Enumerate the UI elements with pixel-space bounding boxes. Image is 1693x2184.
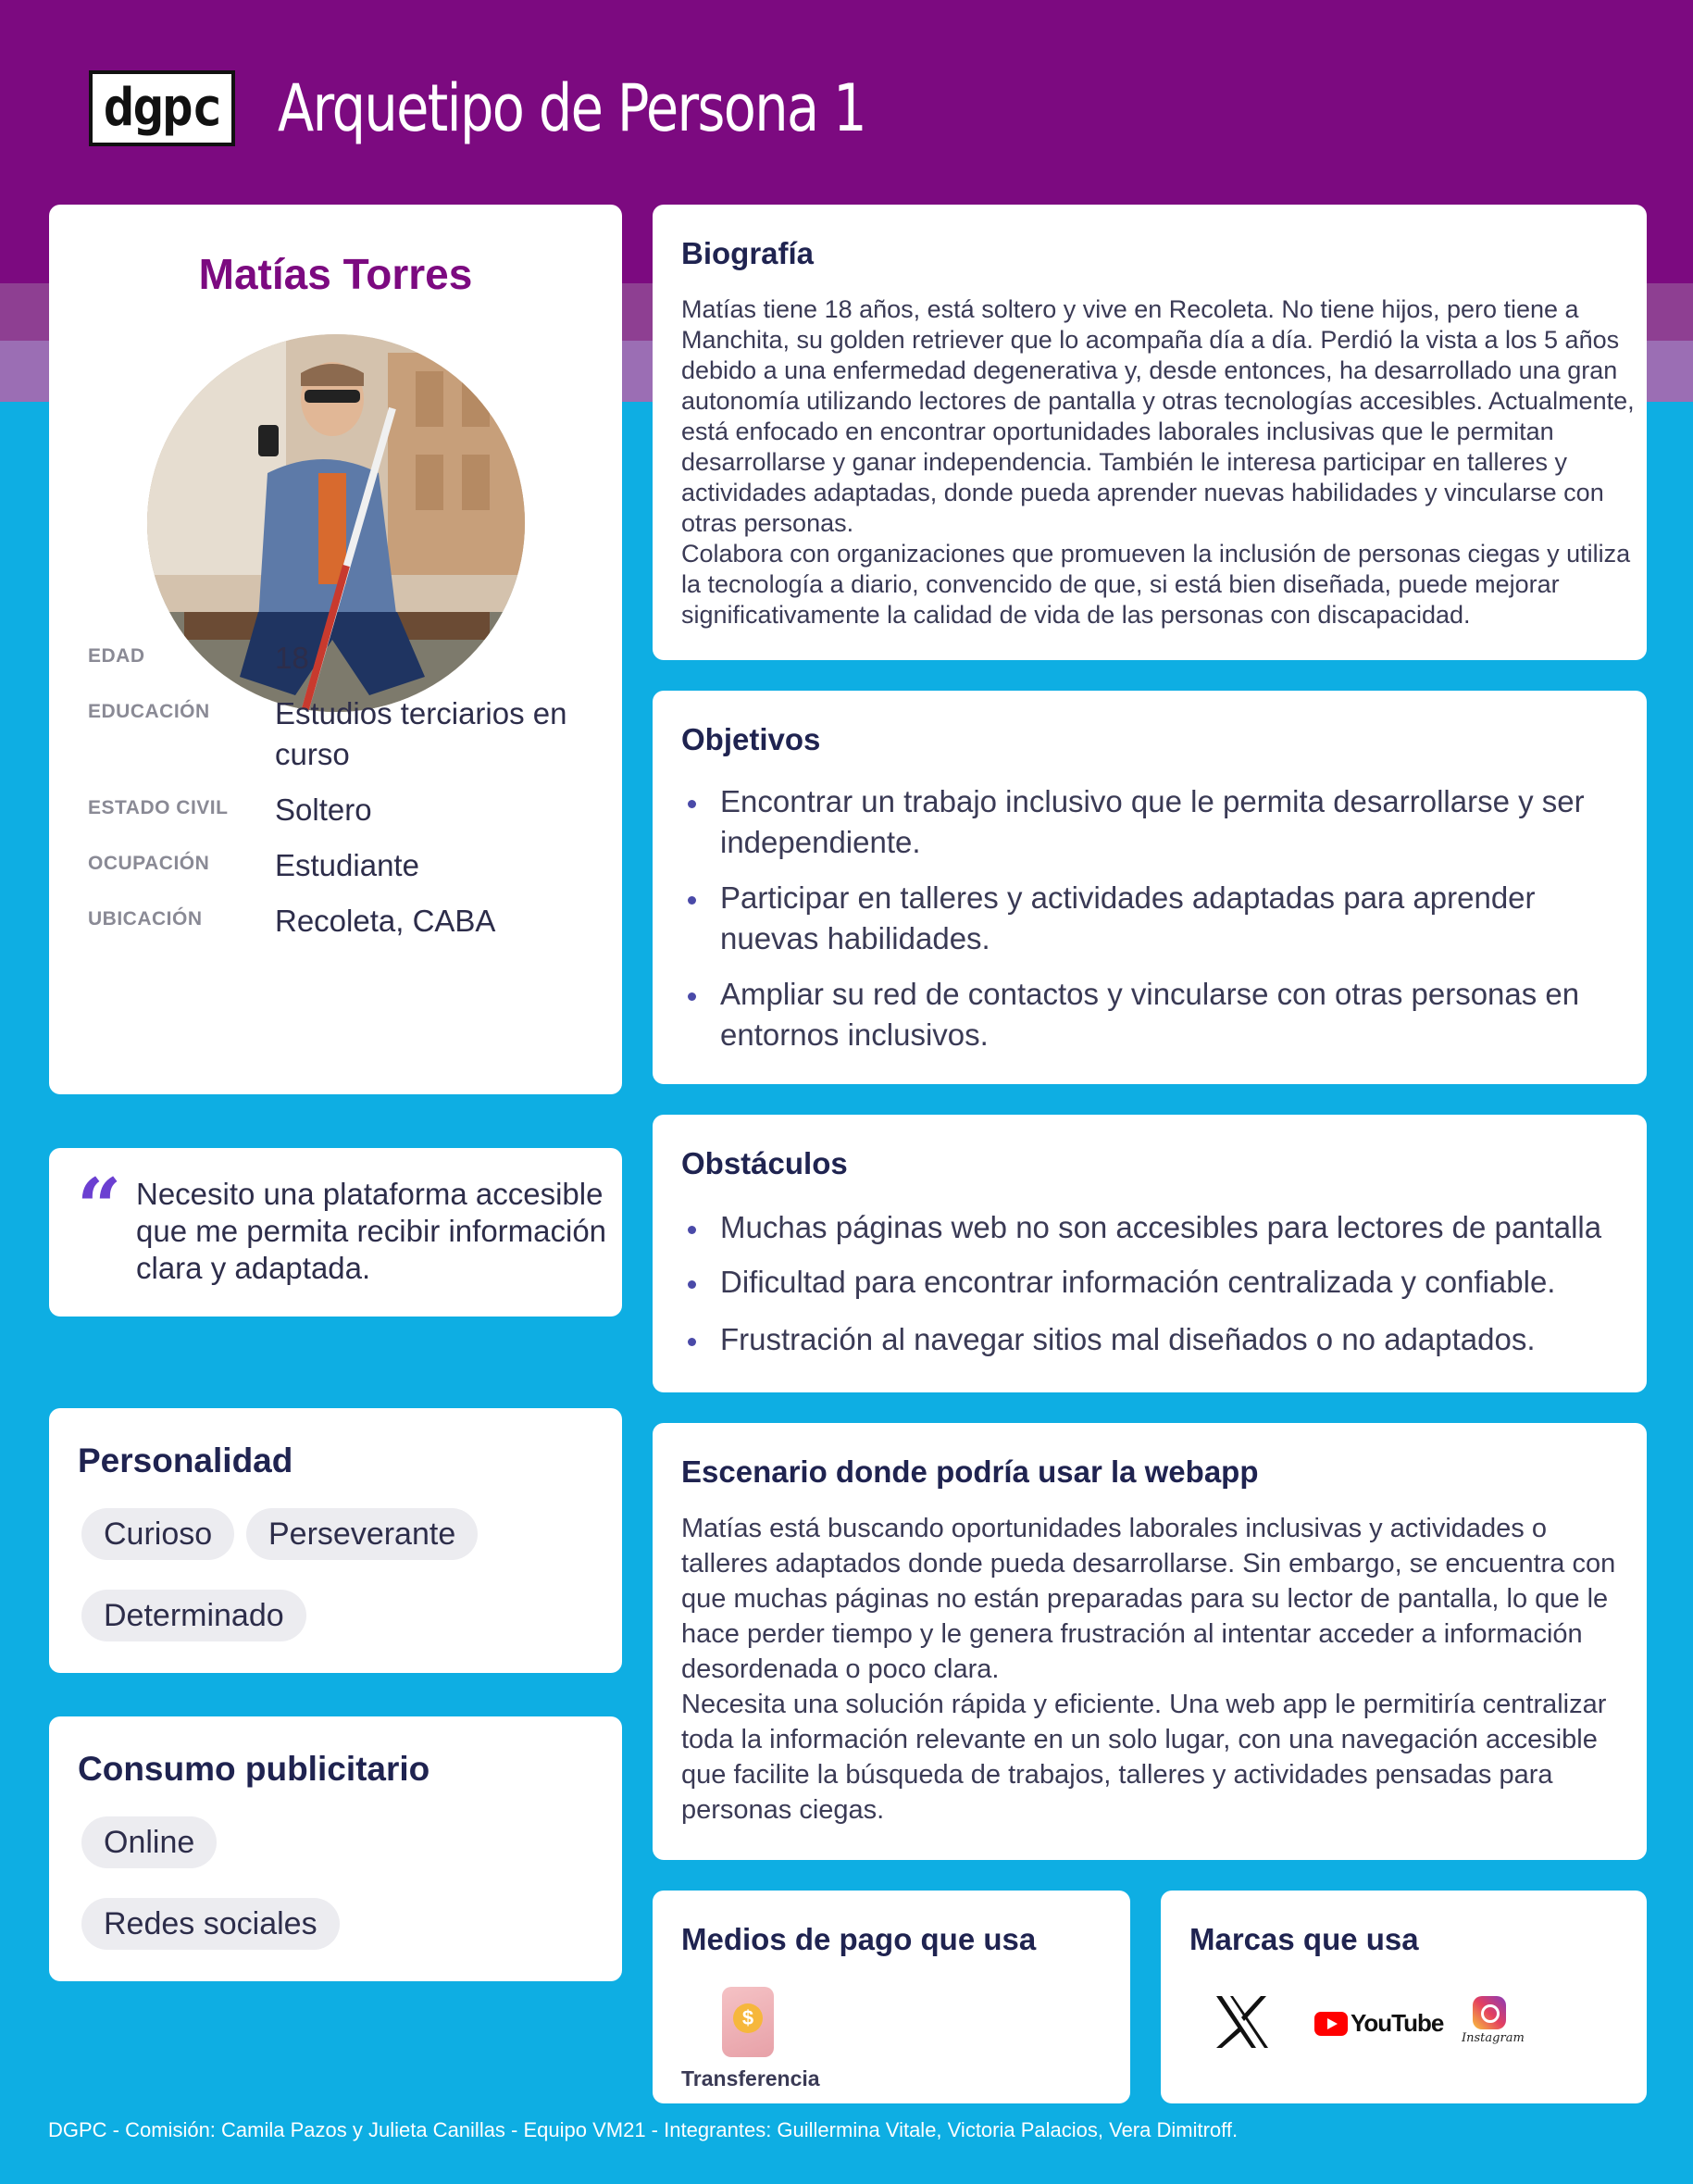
scenario-text <box>681 1511 1635 1828</box>
payment-card <box>653 1891 1130 2103</box>
personality-tag: Curioso <box>81 1508 234 1560</box>
personality-tag: Perseverante <box>246 1508 478 1560</box>
advertising-tag: Online <box>81 1816 217 1868</box>
goal-item: Encontrar un trabajo inclusivo que le permita desarrollarse y ser independiente. <box>681 781 1625 863</box>
instagram-camera-icon <box>1473 1996 1506 2029</box>
biography-paragraph: Colabora con organizaciones que promueven la inclusión de personas ciegas y utiliza la tecnología a diario, convencido de que, si está bien diseñada, puede mejorar significativamente la calidad de vida de las personas con discapacidad. <box>681 540 1631 629</box>
instagram-logo-icon <box>1462 1996 1525 2045</box>
footer-credits: DGPC - Comisión: Camila Pazos y Julieta Canillas - Equipo VM21 - Integrantes: Guillermina Vitale, Victoria Palacios, Vera Dimitroff. <box>48 2118 1239 2141</box>
page-header <box>89 69 994 148</box>
x-logo-icon <box>1213 1992 1272 2052</box>
goals-title: Objetivos <box>681 722 821 756</box>
obstacle-item: Muchas páginas web no son accesibles para lectores de pantalla <box>681 1207 1644 1248</box>
scenario-card <box>653 1423 1647 1860</box>
info-label: ESTADO CIVIL <box>88 797 229 818</box>
goals-card <box>653 691 1647 1084</box>
info-value: Estudios terciarios en curso <box>275 696 567 771</box>
info-label: EDUCACIÓN <box>88 701 210 722</box>
quote-icon: “ <box>77 1161 122 1253</box>
info-label: UBICACIÓN <box>88 908 203 930</box>
obstacles-title: Obstáculos <box>681 1146 848 1180</box>
mobile-payment-icon <box>722 1987 774 2057</box>
advertising-tag: Redes sociales <box>81 1898 340 1950</box>
goals-list <box>681 781 1625 1055</box>
goal-item: Participar en talleres y actividades adaptadas para aprender nuevas habilidades. <box>681 878 1625 959</box>
biography-card <box>653 205 1647 660</box>
obstacle-item: Dificultad para encontrar información centralizada y confiable. <box>681 1262 1644 1303</box>
brands-title: Marcas que usa <box>1189 1922 1419 1956</box>
info-label: EDAD <box>88 645 145 667</box>
personality-card <box>49 1408 622 1673</box>
personality-tag: Determinado <box>81 1590 306 1641</box>
biography-text <box>681 294 1635 630</box>
advertising-card <box>49 1716 622 1981</box>
payment-title: Medios de pago que usa <box>681 1922 1037 1956</box>
quote-card <box>49 1148 622 1317</box>
quote-text: Necesito una plataforma accesible que me permita recibir información clara y adaptada. <box>136 1177 607 1285</box>
youtube-play-icon <box>1314 2012 1348 2036</box>
instagram-logo-text: Instagram <box>1462 2031 1525 2045</box>
goal-item: Ampliar su red de contactos y vincularse con otras personas en entornos inclusivos. <box>681 974 1625 1055</box>
coin-icon: $ <box>733 2003 763 2033</box>
scenario-paragraph: Necesita una solución rápida y eficiente. Una web app le permitiría centralizar toda la información relevante en un solo lugar, con una navegación accesible que facilite la búsqueda de trabajos, talleres y actividades pensadas para personas ciegas. <box>681 1690 1607 1825</box>
payment-label: Transferencia <box>681 2066 820 2090</box>
profile-card <box>49 205 622 1094</box>
scenario-title: Escenario donde podría usar la webapp <box>681 1454 1259 1489</box>
info-value: Recoleta, CABA <box>275 904 496 938</box>
obstacles-list <box>681 1207 1644 1360</box>
info-value: Estudiante <box>275 848 419 882</box>
personality-title: Personalidad <box>78 1441 293 1479</box>
youtube-logo-text: YouTube <box>1351 2009 1444 2037</box>
dgpc-logo: dgpc <box>89 70 235 146</box>
biography-title: Biografía <box>681 236 815 270</box>
obstacle-item: Frustración al navegar sitios mal diseñados o no adaptados. <box>681 1319 1644 1360</box>
obstacles-card <box>653 1115 1647 1392</box>
persona-name: Matías Torres <box>198 250 473 298</box>
info-label: OCUPACIÓN <box>88 853 210 874</box>
advertising-title: Consumo publicitario <box>78 1750 430 1788</box>
youtube-logo-icon <box>1314 2009 1443 2038</box>
info-value: Soltero <box>275 792 372 827</box>
brands-card <box>1161 1891 1647 2103</box>
biography-paragraph: Matías tiene 18 años, está soltero y vive en Recoleta. No tiene hijos, pero tiene a Manchita, su golden retriever que lo acompaña día a día. Perdió la vista a los 5 años debido a una enfermedad degenerativa y, desde entonces, ha desarrollado una gran autonomía utilizando lectores de pantalla y otras tecnologías accesibles. Actualmente, está enfocado en encontrar oportunidades laborales inclusivas que le permitan desarrollarse y ganar independencia. También le interesa participar en talleres y actividades adaptadas, donde pueda aprender nuevas habilidades y vincularse con otras personas. <box>681 295 1635 537</box>
scenario-paragraph: Matías está buscando oportunidades laborales inclusivas y actividades o talleres adaptados donde pueda desarrollarse. Sin embargo, se encuentra con que muchas páginas no están preparadas para su lector de pantalla, lo que le hace perder tiempo y le genera frustración al intentar acceder a información desordenada o poco clara. <box>681 1514 1616 1684</box>
page-title: Arquetipo de Persona 1 <box>278 70 865 146</box>
info-value: 18 <box>275 641 309 675</box>
